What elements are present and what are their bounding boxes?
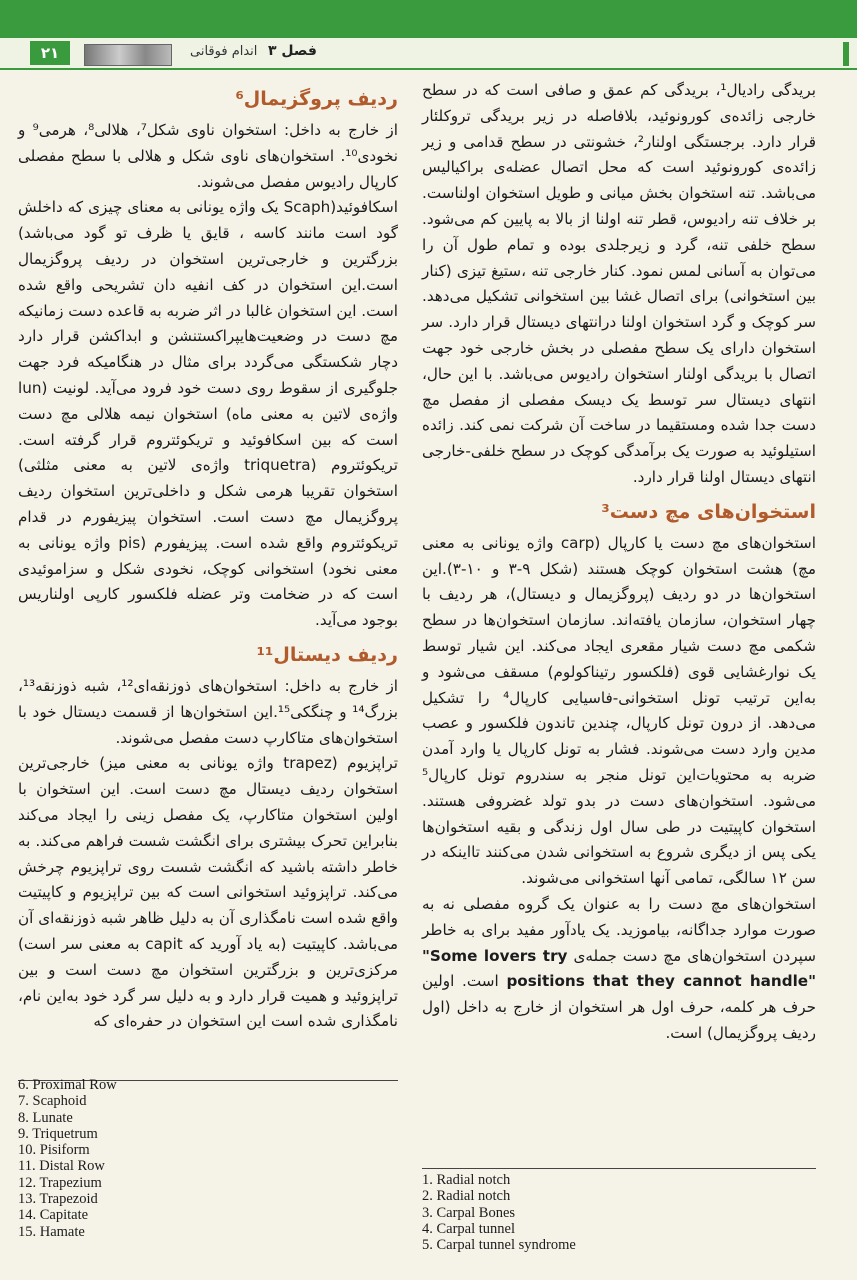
- right-column: [422, 78, 816, 1047]
- footnotes-right: [422, 1172, 576, 1253]
- footnote: 9. Triquetrum: [18, 1125, 98, 1142]
- footnote: 11. Distal Row: [18, 1158, 105, 1175]
- mnemonic-text-a: استخوان‌های مچ دست را به عنوان یک گروه مفصلی نه به صورت موارد جداگانه، بیاموزید. یک یادآور مفید برای به خاطر سپردن استخوان‌های مچ دست جمله‌ی: [422, 894, 816, 965]
- proximal-row-heading: ردیف پروگزیمال⁶: [235, 88, 398, 110]
- footnote: 8. Lunate: [18, 1109, 73, 1126]
- footnote: 7. Scaphoid: [18, 1093, 87, 1110]
- page-edge-marker: [843, 42, 849, 66]
- footnote: 5. Carpal tunnel syndrome: [422, 1237, 576, 1254]
- distal-row-paragraph: از خارج به داخل: استخوان‌های ذوزنقه‌ای¹²، شبه ذوزنقه¹³، بزرگ¹⁴ و چنگکی¹⁵.این استخوان‌ها از قسمت دیستال خود با استخوان‌های متاکارپ دست مفصل می‌شوند.: [18, 676, 398, 747]
- carpal-bones-heading: استخوان‌های مچ دست³: [601, 500, 816, 523]
- footnote-divider-right: [422, 1168, 816, 1169]
- section-title: اندام فوقانی: [190, 44, 258, 59]
- page-number: ۲۱: [30, 41, 70, 65]
- footnote: 12. Trapezium: [18, 1174, 102, 1191]
- mnemonic-phrase: "Some lovers try positions that they cannot handle": [422, 946, 816, 991]
- proximal-row-paragraph: از خارج به داخل: استخوان ناوی شکل⁷، هلالی⁸، هرمی⁹ و نخودی¹⁰. استخوان‌های ناوی شکل و هلالی با سطح مفصلی کارپال رادیوس مفصل می‌شوند.: [18, 121, 398, 191]
- scaphoid-paragraph: اسکافوئید(Scaph یک واژه یونانی به معنای چیزی که داخلش گود است مانند کاسه ، قایق یا ظرف تو گود می‌باشد) بزرگترین و خارجی‌ترین استخوان در ردیف پروگزیمال است.این استخوان در کف انفیه دان تشریحی واقع شده است. این استخوان غالبا در اثر ضربه به قاعده دست زمانیکه مچ دست در وضعیت‌هایپراکستنشن و ابداکشن قرار دارد دچار شکستگی می‌گردد برای مثال در هنگامیکه فرد جهت جلوگیری از سقوط روی دست خود فرود می‌آید. لونیت (lun واژه‌ی لاتین به معنی ماه) استخوان نیمه هلالی مچ دست است که بین اسکافوئید و تریکوئتروم قرار گرفته است. تریکوئتروم (triquetra واژه‌ی لاتین به معنی مثلثی) استخوان تقریبا هرمی شکل و داخلی‌ترین استخوان ردیف پروگزیمال مچ دست است. استخوان پیزیفورم در قدام تریکوئتروم واقع شده است. پیزیفورم (pis واژه یونانی به معنی نخود) استخوانی کوچک، نخودی شکل و سزاموئیدی است که در ضخامت وتر عضله فلکسور کارپی اولناریس بوجود می‌آید.: [18, 198, 399, 630]
- footnotes-left: [18, 1077, 117, 1240]
- left-column: [18, 78, 398, 1035]
- footnote: 4. Carpal tunnel: [422, 1220, 516, 1237]
- footnote: 10. Pisiform: [18, 1142, 90, 1159]
- mnemonic-text-b: است. اولین حرف هر کلمه، حرف اول هر استخوان از خارج به داخل (اول ردیف پروگزیمال) است.: [422, 972, 816, 1042]
- distal-row-heading: ردیف دیستال¹¹: [256, 643, 398, 666]
- footnote: 15. Hamate: [18, 1223, 85, 1240]
- footnote: 13. Trapezoid: [18, 1191, 98, 1208]
- footnote: 6. Proximal Row: [18, 1077, 117, 1093]
- footnote: 1. Radial notch: [422, 1172, 511, 1188]
- mnemonic-paragraph: [422, 892, 816, 1047]
- footnote: 14. Capitate: [18, 1207, 89, 1224]
- carpal-bones-paragraph: استخوان‌های مچ دست یا کارپال (carp واژه یونانی به معنی مچ) هشت استخوان کوچک هستند (شکل ۹-۳ و ۱۰-۳).این استخوان‌ها در دو ردیف (پروگزیمال و دیستال)، هر ردیف با چهار استخوان، سازمان یافته‌اند. سازمان استخوان‌ها در سطح شکمی مچ دست شیار مقعری ایجاد می‌کند. این شیار توسط یک نوارغشایی قوی (فلکسور رتیناکولوم) مسقف می‌شود و به‌این ترتیب تونل استخوانی-فاسیایی کارپال⁴ را تشکیل می‌دهد. از درون تونل کارپال، چندین تاندون فلکسور و عصب مدین وارد دست می‌شوند. فشار به تونل کارپال یا وارد آمدن ضربه به محتویات‌این تونل منجر به سندروم تونل کارپال⁵ می‌شود. استخوان‌های دست در بدو تولد غضروفی هستند. استخوان کاپیتیت در طی سال اول زندگی و بقیه استخوان‌ها یکی پس از دیگری شروع به استخوانی شدن می‌کنند تااینکه در سن ۱۲ سالگی، تمامی آنها استخوانی می‌شوند.: [422, 533, 817, 888]
- footnote: 3. Carpal Bones: [422, 1204, 516, 1221]
- footnote: 2. Radial notch: [422, 1188, 511, 1205]
- chapter-label: فصل ۳: [268, 43, 317, 59]
- header-arm-image: [84, 44, 172, 66]
- top-green-band: [0, 0, 857, 38]
- ulna-paragraph: بریدگی رادیال¹، بریدگی کم عمق و صافی است که در سطح خارجی زائده‌ی کورونوئید، بلافاصله در زیر بریدگی تروکلئار قرار دارد. برجستگی اولنار²، خشونتی در سطح قدامی و زیر زائده‌ی کورونوئید است که محل اتصال عضله‌ی براکیالیس می‌باشد. تنه استخوان بخش میانی و طویل استخوان اولناست. بر خلاف تنه رادیوس، قطر تنه اولنا از بالا به پایین کم می‌شود. سطح خلفی تنه، گرد و زیرجلدی بوده و تمام طول آن را می‌توان به آسانی لمس نمود. کنار خارجی تنه ،ستیغ تیزی (کنار بین استخوانی) برای اتصال غشا بین استخوانی تشکیل می‌دهد. سر کوچک و گرد استخوان اولنا درانتهای دیستال قرار دارد. سر استخوان دارای یک سطح مفصلی در بخش خارجی خود جهت اتصال با بریدگی اولنار استخوان رادیوس می‌باشد. با این حال، انتهای دیستال سر توسط یک دیسک مفصلی از مفصل مچ دست جدا شده ومستقیما در ساخت آن شرکت نمی کند. زائده استیلوئید به صورت یک برآمدگی کوچک در سطح خلفی-خارجی انتهای دیستال اولنا قرار دارد.: [422, 81, 816, 486]
- trapezium-paragraph: تراپزیوم (trapez واژه یونانی به معنی میز) خارجی‌ترین استخوان ردیف دیستال مچ دست است. این استخوان با اولین استخوان متاکارپ، یک مفصل زینی را ایجاد می‌کند بنابراین تحرک بیشتری برای انگشت شست فراهم می‌کند. به خاطر داشته باشید که انگشت شست روی تراپزیوم چرخش می‌کند. تراپزوئید استخوانی است که بین تراپزیوم و کاپیتیت واقع شده است نامگذاری آن به دلیل ظاهر شبه ذوزنقه‌ای آن می‌باشد. کاپیتیت (به یاد آورید که capit به معنی سر است) مرکزی‌ترین و بزرگترین استخوان مچ دست است و بین تراپزوئید و همیت قرار دارد و به دلیل سر گرد خود به‌این نام، نامگذاری شده است این استخوان در حفره‌ای که: [18, 754, 399, 1031]
